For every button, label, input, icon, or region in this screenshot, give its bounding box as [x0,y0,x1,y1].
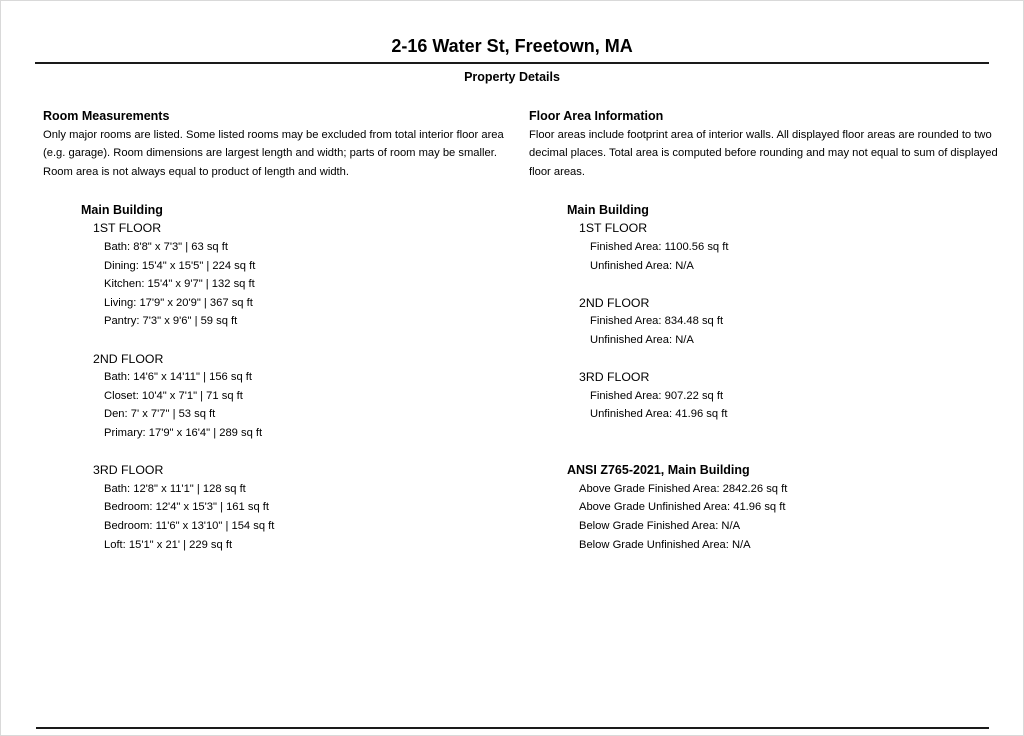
page-title: 2-16 Water St, Freetown, MA [391,36,633,56]
area-line: Unfinished Area: N/A [590,334,694,347]
area-line: Finished Area: 834.48 sq ft [590,315,724,328]
page-subtitle: Property Details [464,70,560,84]
area-block-3rd [529,368,989,424]
room-line: Primary: 17'9" x 16'4" | 289 sq ft [104,427,263,439]
floor-name: 3RD FLOOR [579,370,650,385]
room-line: Bedroom: 12'4" x 15'3" | 161 sq ft [104,501,270,514]
description-line: Room area is not always equal to product of length and width. [43,165,349,178]
floor-name: 1ST FLOOR [579,221,648,236]
floor-area-heading: Floor Area Information [529,109,664,123]
area-line: Unfinished Area: N/A [590,259,694,272]
room-line: Den: 7' x 7'7" | 53 sq ft [104,408,216,421]
area-line: Finished Area: 1100.56 sq ft [590,241,729,254]
room-line: Bedroom: 11'6" x 13'10" | 154 sq ft [104,519,275,532]
content-columns [1,107,1023,554]
room-measurements-section [43,107,529,554]
ansi-summary [529,461,989,554]
ansi-line: Above Grade Finished Area: 2842.26 sq ft [579,482,788,495]
description-line: Floor areas include footprint area of interior walls. All displayed floor areas are rounded to two [529,128,992,141]
area-block-2nd [529,294,989,350]
ansi-heading: ANSI Z765-2021, Main Building [567,463,750,478]
floor-area-section [529,107,998,554]
floor-block-2nd [43,350,529,443]
header-divider [35,62,989,64]
floor-name: 1ST FLOOR [93,221,162,236]
room-line: Loft: 15'1" x 21' | 229 sq ft [104,538,233,551]
ansi-line: Below Grade Unfinished Area: N/A [579,538,751,551]
room-measurements-heading: Room Measurements [43,109,170,123]
room-measurements-description [43,126,529,182]
floor-area-building [529,201,989,554]
floor-name: 2ND FLOOR [93,351,164,366]
room-line: Bath: 8'8" x 7'3" | 63 sq ft [104,241,228,254]
floor-block-1st [43,219,529,331]
area-block-1st [529,219,989,275]
room-measurements-building [43,201,529,554]
floor-area-description [529,126,998,182]
description-line: (e.g. garage). Room dimensions are largest length and width; parts of room may be smaller. [43,147,497,160]
room-line: Closet: 10'4" x 7'1" | 71 sq ft [104,389,243,402]
floor-name: 3RD FLOOR [93,463,164,478]
area-line: Unfinished Area: 41.96 sq ft [590,408,728,421]
footer-divider [36,727,989,729]
room-line: Pantry: 7'3" x 9'6" | 59 sq ft [104,315,238,328]
area-line: Finished Area: 907.22 sq ft [590,389,724,402]
description-line: Only major rooms are listed. Some listed rooms may be excluded from total interior floor area [43,128,504,141]
ansi-line: Below Grade Finished Area: N/A [579,519,741,532]
floor-block-3rd [43,461,529,554]
room-line: Bath: 14'6" x 14'11" | 156 sq ft [104,371,253,384]
ansi-line: Above Grade Unfinished Area: 41.96 sq ft [579,501,786,514]
description-line: decimal places. Total area is computed before rounding and may not equal to sum of displayed [529,147,998,160]
building-name: Main Building [81,202,163,217]
building-name: Main Building [567,202,649,217]
room-line: Dining: 15'4" x 15'5" | 224 sq ft [104,259,256,272]
room-line: Bath: 12'8" x 11'1" | 128 sq ft [104,482,246,495]
room-line: Living: 17'9" x 20'9" | 367 sq ft [104,296,253,309]
description-line: floor areas. [529,165,585,178]
floor-name: 2ND FLOOR [579,295,650,310]
room-line: Kitchen: 15'4" x 9'7" | 132 sq ft [104,278,255,291]
